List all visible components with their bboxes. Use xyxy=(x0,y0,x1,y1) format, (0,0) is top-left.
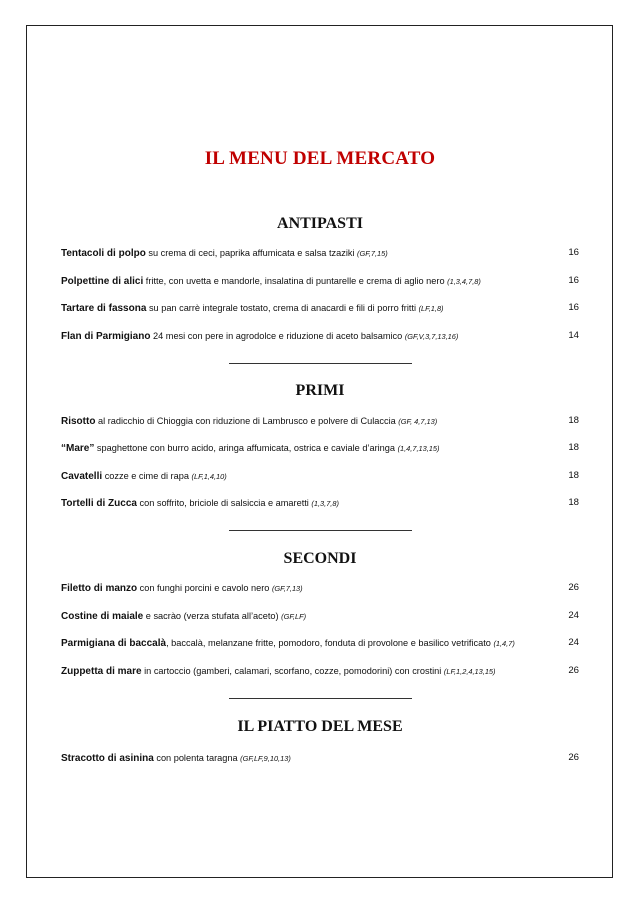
item-price: 26 xyxy=(568,665,579,676)
item-description: , baccalà, melanzane fritte, pomodoro, fonduta di provolone e basilico vetrificato xyxy=(166,638,494,648)
item-allergens: (GF,V,3,7,13,16) xyxy=(404,332,459,341)
item-description: spaghettone con burro acido, aringa affumicata, ostrica e caviale d’aringa xyxy=(94,443,398,453)
menu-item xyxy=(61,468,579,484)
menu-item xyxy=(61,495,579,511)
section-divider xyxy=(229,698,412,699)
item-name: Tentacoli di polpo xyxy=(61,248,146,259)
item-price: 16 xyxy=(568,275,579,286)
menu-title: IL MENU DEL MERCATO xyxy=(204,148,436,169)
menu-item xyxy=(61,663,579,679)
item-name: Flan di Parmigiano xyxy=(61,331,151,342)
section-divider xyxy=(229,363,412,364)
item-price: 26 xyxy=(568,752,579,763)
menu-item xyxy=(61,635,579,651)
menu-item xyxy=(61,328,579,344)
menu-item xyxy=(61,750,579,766)
item-name: Tortelli di Zucca xyxy=(61,498,137,509)
item-description: con funghi porcini e cavolo nero xyxy=(137,583,272,593)
item-price: 16 xyxy=(568,302,579,313)
item-name: Risotto xyxy=(61,416,96,427)
item-allergens: (LF,1,2,4,13,15) xyxy=(443,667,496,676)
item-allergens: (GF,LF) xyxy=(281,612,307,621)
menu-item xyxy=(61,580,579,596)
item-allergens: (1,4,7,13,15) xyxy=(397,444,440,453)
section-title-primi: PRIMI xyxy=(295,382,345,399)
item-name: Costine di maiale xyxy=(61,611,144,622)
item-description: cozze e cime di rapa xyxy=(102,471,192,481)
item-description: su crema di ceci, paprika affumicata e salsa tzaziki xyxy=(145,248,358,258)
section-divider xyxy=(229,530,412,531)
item-description: e sacrào (verza stufata all’aceto) xyxy=(143,611,282,621)
item-price: 18 xyxy=(568,442,579,453)
item-description: al radicchio di Chioggia con riduzione di Lambrusco e polvere di Culaccia xyxy=(95,416,399,426)
item-price: 18 xyxy=(568,497,579,508)
section-title-secondi: SECONDI xyxy=(283,550,357,567)
menu-item xyxy=(61,440,579,456)
item-price: 14 xyxy=(568,330,579,341)
item-price: 24 xyxy=(568,637,579,648)
menu-item xyxy=(61,300,579,316)
item-description: su pan carrè integrale tostato, crema di anacardi e fili di porro fritti xyxy=(146,303,419,313)
item-name: Tartare di fassona xyxy=(61,303,147,314)
item-allergens: (1,3,4,7,8) xyxy=(447,277,481,286)
item-allergens: (GF, 4,7,13) xyxy=(398,417,438,426)
item-allergens: (GF,LF,9,10,13) xyxy=(240,754,291,763)
section-title-antipasti: ANTIPASTI xyxy=(277,215,363,232)
item-description: in cartoccio (gamberi, calamari, scorfano, cozze, pomodorini) con crostini xyxy=(141,666,444,676)
item-name: Cavatelli xyxy=(61,471,103,482)
item-allergens: (1,3,7,8) xyxy=(311,499,339,508)
item-description: 24 mesi con pere in agrodolce e riduzione di aceto balsamico xyxy=(150,331,405,341)
item-name: Polpettine di alici xyxy=(61,276,144,287)
item-name: Filetto di manzo xyxy=(61,583,138,594)
item-description: con soffrito, briciole di salsiccia e amaretti xyxy=(136,498,312,508)
item-description: con polenta taragna xyxy=(153,753,241,763)
item-price: 26 xyxy=(568,582,579,593)
section-title-piatto-del-mese: IL PIATTO DEL MESE xyxy=(237,718,403,735)
item-allergens: (GF,7,13) xyxy=(271,584,303,593)
item-name: Parmigiana di baccalà xyxy=(61,638,167,649)
item-description: fritte, con uvetta e mandorle, insalatina di puntarelle e crema di aglio nero xyxy=(143,276,448,286)
menu-item xyxy=(61,245,579,261)
item-name: “Mare” xyxy=(61,443,95,454)
menu-item xyxy=(61,608,579,624)
menu-item xyxy=(61,273,579,289)
item-allergens: (LF,1,8) xyxy=(418,304,444,313)
item-price: 18 xyxy=(568,415,579,426)
item-allergens: (1,4,7) xyxy=(493,639,515,648)
item-price: 16 xyxy=(568,247,579,258)
item-price: 24 xyxy=(568,610,579,621)
menu-item xyxy=(61,413,579,429)
item-name: Zuppetta di mare xyxy=(61,666,142,677)
item-allergens: (LF,1,4,10) xyxy=(191,472,227,481)
item-price: 18 xyxy=(568,470,579,481)
item-allergens: (GF,7,15) xyxy=(357,249,388,258)
item-name: Stracotto di asinina xyxy=(61,753,154,764)
